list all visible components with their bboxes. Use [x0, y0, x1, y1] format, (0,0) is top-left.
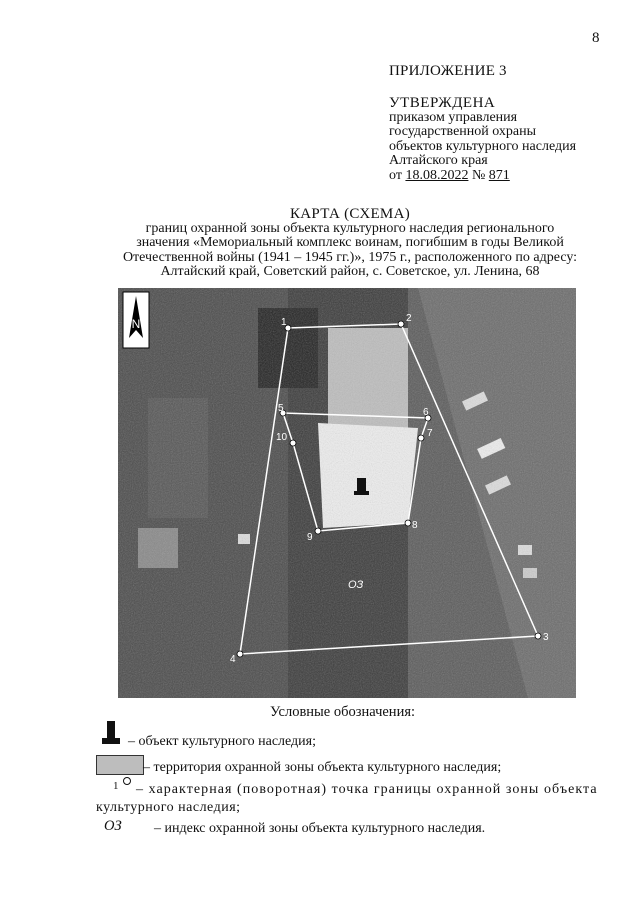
- point-legend-icon: [123, 777, 131, 785]
- point-8-marker: [405, 520, 411, 526]
- compass-letter: N: [131, 317, 141, 331]
- photo-grain: [118, 288, 576, 698]
- point-4-marker: [237, 651, 243, 657]
- map-title-line-4: Алтайский край, Советский район, с. Советское, ул. Ленина, 68: [160, 264, 540, 280]
- legend-point-text-2: культурного наследия;: [96, 800, 241, 815]
- approval-date: 18.08.2022: [405, 167, 469, 183]
- point-6-label: 6: [423, 407, 429, 418]
- map-title-line-1: границ охранной зоны объекта культурного наследия регионального: [145, 220, 555, 236]
- monument-legend-icon: [100, 721, 122, 747]
- point-2-marker: [398, 321, 404, 327]
- point-2-label: 2: [406, 313, 412, 324]
- approval-block: [389, 96, 576, 183]
- legend-territory-text: – территория охранной зоны объекта культурного наследия;: [143, 760, 502, 775]
- legend-point-number: 1: [113, 780, 119, 792]
- number-prefix: №: [468, 167, 489, 183]
- map-svg: [118, 288, 576, 698]
- point-5-label: 5: [278, 403, 284, 414]
- legend-point-text-1: – характерная (поворотная) точка границы охранной зоны объекта: [136, 782, 598, 797]
- map-title-line-3: Отечественной войны (1941 – 1945 гг.)», 1975 г., расположенного по адресу:: [122, 249, 578, 265]
- map-title-block: [60, 207, 640, 280]
- point-7-marker: [418, 435, 424, 441]
- approval-date-line: [389, 169, 576, 184]
- point-3-label: 3: [543, 632, 549, 643]
- map-title: КАРТА (СХЕМА): [289, 206, 411, 222]
- point-9-label: 9: [307, 532, 313, 543]
- point-9-marker: [315, 528, 321, 534]
- legend-object-text: – объект культурного наследия;: [128, 734, 316, 749]
- approval-heading: УТВЕРЖДЕНА: [389, 95, 496, 111]
- legend-index-symbol: ОЗ: [104, 818, 122, 834]
- date-prefix: от: [389, 167, 406, 183]
- territory-legend-swatch: [96, 755, 144, 775]
- point-10-label: 10: [276, 432, 288, 443]
- legend-title: Условные обозначения:: [270, 704, 416, 720]
- point-1-label: 1: [281, 317, 287, 328]
- point-3-marker: [535, 633, 541, 639]
- approval-line-3: объектов культурного наследия: [389, 138, 577, 154]
- satellite-map: [118, 288, 576, 698]
- zone-index-label: ОЗ: [348, 579, 364, 591]
- approval-line-2: государственной охраны: [389, 124, 537, 139]
- map-title-line-2: значения «Мемориальный комплекс воинам, погибшим в годы Великой: [136, 235, 564, 251]
- page-number: 8: [592, 30, 600, 46]
- point-7-label: 7: [427, 428, 433, 439]
- approval-line-1: приказом управления: [389, 109, 518, 125]
- legend-index-text: – индекс охранной зоны объекта культурного наследия.: [154, 821, 486, 836]
- point-8-label: 8: [412, 520, 418, 531]
- approval-number: 871: [488, 167, 510, 183]
- approval-line-4: Алтайского края: [389, 153, 488, 168]
- appendix-heading: ПРИЛОЖЕНИЕ 3: [389, 63, 507, 79]
- point-10-marker: [290, 440, 296, 446]
- point-4-label: 4: [230, 654, 236, 665]
